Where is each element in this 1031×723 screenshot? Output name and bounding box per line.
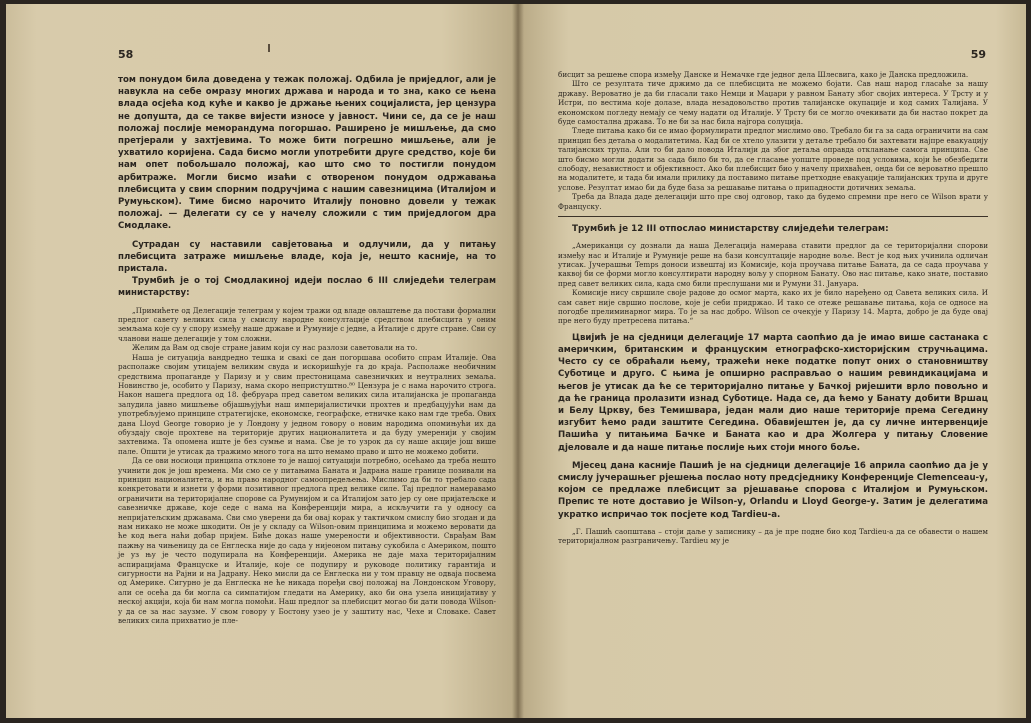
- telegram-paragraph: Желим да Вам од своје стране јавим који су нас разлози саветовали на то.: [132, 343, 418, 353]
- page-number: 58: [118, 48, 134, 61]
- left-text-column: [118, 74, 496, 625]
- paragraph: Сутрадан су наставили савјетовања и одлучили, да у питању плебисцита затраже мишљење владе, која је, нешто касније, на то пристала.: [118, 239, 496, 275]
- telegram-paragraph: Да се ови носиоци принципа отклоне то је нашој ситуацији потребно, осећамо да треба нешто учинити док је још времена. Ми смо се у питањима Баната и Јадрана наше границе позивали на принцип националитета, и на право народног самоопредељења. Мислимо да би то требало сада конкретовати и изнети у форми позитивног предлога пред велике силе. Тај предлог намеравамо ограничити на територијалне спорове са Румунијом и са Италијом зато јер су оне пријатељске и савезничке државе, које седе с нама на Конференцији мира, а искључити га у односу са непријатељским државама. Сви смо уверени да би овај корак у тактичком смислу био згодан и да нам никако не може шкодити. Он је у складу са Wilson-овим принципима и можемо веровати да ће код њега наћи добар пријем. Биће доказ наше умерености и објективности. Сврађам Вам пажњу на чињеницу да се Енглеска није до сада у нијеоном питању сукобила с Америком, пошто је уз њу је често подупирала на Конференцији. Америка не даје маха територијалним аспирацијама Француске и Италије, које се подупиру и руководе политику гарантија и сигурности на Рајни и на Јадрану. Неко мисли да се Енглеска ни у том правцу не одваја посвема од Америке. Сигурно је да Енглеска не ће никада поређи свој положај на Лондонском Уговору, али се осећа да би могла са симпатијом гледати на Америку, ако би она узела иницијативу у нескоj акцији, која би нам могла помоћи. Наш предлог за плебисцит могао би дати повода Wilson-у да се за нас заузме. У свом говору у Бостону узео је у заштиту нас, Чехе и Словаке. Савет великих сила прихватио је пле-: [118, 456, 496, 626]
- right-page: [518, 4, 1026, 718]
- telegram-paragraph: Наша је ситуација вандредно тешка и свакi се дан погоршава особито спрам Италије. Ова располаже својим утицајем великим свуда и искоришћује га до краја. Располаже необичним средствима пропаганде у Паризу и у свим престоницама савезничких и неутралних земаља. Новинство је, особито у Паризу, нама скоро непристуштно.⁸⁰ Цензура је с нама нарочито строга. Након нашега предлога од 18. фебруара пред саветом великих сила италијанска је пропаганда залудила јавно мишљење објашњујући наш империјалистички прохтев и предбацујући нам да употребљујемо принципе стратегијске, економске, географске, етничке како нам где треба. Ових дана Lloyd George говорио је у Лондону у једном говору о новим народима опомињући их да обуздају своје прохтеве на територије других националитета и да буду умеренији у својим захтевима. Та опомена иште је без сумње и нама. Све је то узрок да су наше акције још више пале. Општи је утисак да тражимо много тога на што немамо право и што не можемо добити.: [118, 352, 496, 456]
- paragraph: Трумбић је о тој Смодлакиној идеји послао 6 III слиједећи телеграм министарству:: [118, 276, 496, 299]
- telegram-paragraph: бисцит за решење спора између Данске и Немачке где једног дела Шлесвига, како је Данска предложила.: [558, 70, 969, 79]
- telegram-paragraph: Што се резултата тиче држимо да се плебисцита не можемо бојати. Сав наш народ гласаће за нашу државу. Вероватно је да би гласали тако Немци и Маџари у равном Банату због својих интереса. У Трсту и у Истри, по вестима које долазе, влада незадовољство против талијанске окупације и код самих Талијана. У економском погледу немају се чему надати од Италије. У Трсту би се могло очекивати да би настао покрет да буде самостална држава. То не би за нас била најгора солуција.: [558, 79, 988, 127]
- telegram-paragraph: Комисије нису свршиле своје радове до осмог марта, како их је било наређено од Савета великих сила. И сам савет није свршио послове, које је себи придржао. И тако се отеже решавање питања, која се односе на погодбе прелиминарног мира. То је за нас добро. Wilson се очекује у Паризу 14. Марта, добро је да буде овај пре него буду претресена питања.“: [558, 288, 988, 326]
- telegram-paragraph: „Американци су дознали да наша Делегација намерава ставити предлог да се територијални спорови између нас и Италије и Румуније реше на бази консултације народне воље. Вест је код њих учинила одличан утисак. Јучерашњи Temps доноси извештај из Комисије, која проучава питање Баната, да се сада проучава у каквој би се форми могло консултирати народну вољу у спорном Банату. Ово нас питање, како знате, поставио пред савет великих сила, када смо били преслушани ми и Румуни 31. Јануара.: [558, 241, 988, 288]
- section-heading: Трумбић је 12 III отпослао министарству слиједећи телеграм:: [572, 224, 889, 235]
- book-gutter: [512, 4, 524, 718]
- telegram-paragraph: Тледе питања како би се имао формулирати предлог мислимо ово. Требало би га за сада ограничити на сам принцип без детаља о модалитетима. Кад би се хтело улазити у детаље требало би захтевати најпре евакуацију талијанских трупа. Али то би дало повода Италији да због детаља оправда откланање самога принципа. Све што бисмо могли додати за сада било би то, да се гласање уопште проведе под условима, који ће обезбедити слободу, независтност и објективност. Ако би плебисцит био у начелу прихваћен, онда би се вероватно прешло на модалитете, и тада би имали прилику да поставимо питање претходне евакуације талијанских трупа и друге услове. Резултат имао би да буде база за решавање питања о припадности дотичних земаља.: [558, 126, 988, 192]
- page-number: 59: [970, 48, 986, 61]
- ink-mark: [268, 44, 270, 52]
- telegram-paragraph: „Г. Пашић саопштава – стоји даље у записнику – да је пре подне био код Tardieu-a да се обавести о нашем територијалном разграничењу. Tardieu му је: [558, 526, 988, 546]
- paragraph: Мјесец дана касније Пашић је на сједници делегације 16 априла саопћио да је у смислу јучерашњег рјешења послао ноту предсједнику Конференције Clemenceau-у, којом се предлаже плебисцит за рјешавање спорова с Италијом и Румуњском. Препис те ноте доставио је Wilson-у, Orlandu и Lloyd George-у. Затим је делегатима укратко испричао ток посјете код Tardieu-a.: [558, 460, 988, 520]
- telegram-paragraph: „Примићете од Делегације телеграм у којем тражи од владе овлаштење да постави формални предлог савету великих сила у смислу народне консултације средством плебисцита у оним земљама које су у спору између наше државе и Румуније с једне, а Италије с друге стране. Сви су чланови наше делегације у том сложни.: [118, 305, 496, 343]
- right-text-column: [558, 70, 988, 546]
- divider: [558, 216, 988, 217]
- paragraph: Цвијић је на сједници делегације 17 марта саопћио да је имао више састанака с америчким, британским и француским етнографско-хисторијским стручњацима. Често су се обраћали њему, тражећи неке податке попут оних о становништву Суботице и друго. С њима је опширно расправљао о нашим ревиндикацијама и његов је утисак да ће се територијално питање у Бачкој ријешити врло повољно и да ће граница пролазити изнад Суботице. Нада се, да ћемо у Банату добити Вршац и Белу Цркву, без Темишвара, један мали дио наше територије према Сегедину изгубит ћемо ради заштите Сегедина. Обавијештен је, да су личне интервенције Пашића у питањима Бачке и Баната као и дра Жолгера у питању Словение дјеловале и да наше питање послије њих стоји много боље.: [558, 332, 988, 453]
- left-page: [6, 4, 518, 718]
- paragraph: том понудом била доведена у тежак положај. Одбила је приједлог, али је навукла на себе омразу многих држава и народа и то зна, како се њена влада осјећа код куће и какво је држање њених социјалиста, јер цензура не допушта, да се такве вијести износе у јавност. Чини се, да се је наш положај послије меморандума погоршао. Раширено је мишљење, да смо претјерали у захтјевима. То може бити погрешно мишљење, али је ухватило коријена. Сада бисмо могли употребити друге средство, које би нам опет побољшало положај, као што смо то постигли понудом арбитраже. Могли бисмо изаћи с отвореном понудом одржавања плебисцита у свим спорним подручјима с нашим савезницима (Италијом и Румуњском). Тиме бисмо нарочито Италију поновно довели у тежак положај. — Делегати су се у начелу сложили с тим приједлогом дра Смодлаке.: [118, 75, 496, 232]
- telegram-paragraph: Треба да Влада даде делегацији што пре свој одговор, тако да будемо спремни пре него се Wilson врати у Француску.: [558, 192, 988, 211]
